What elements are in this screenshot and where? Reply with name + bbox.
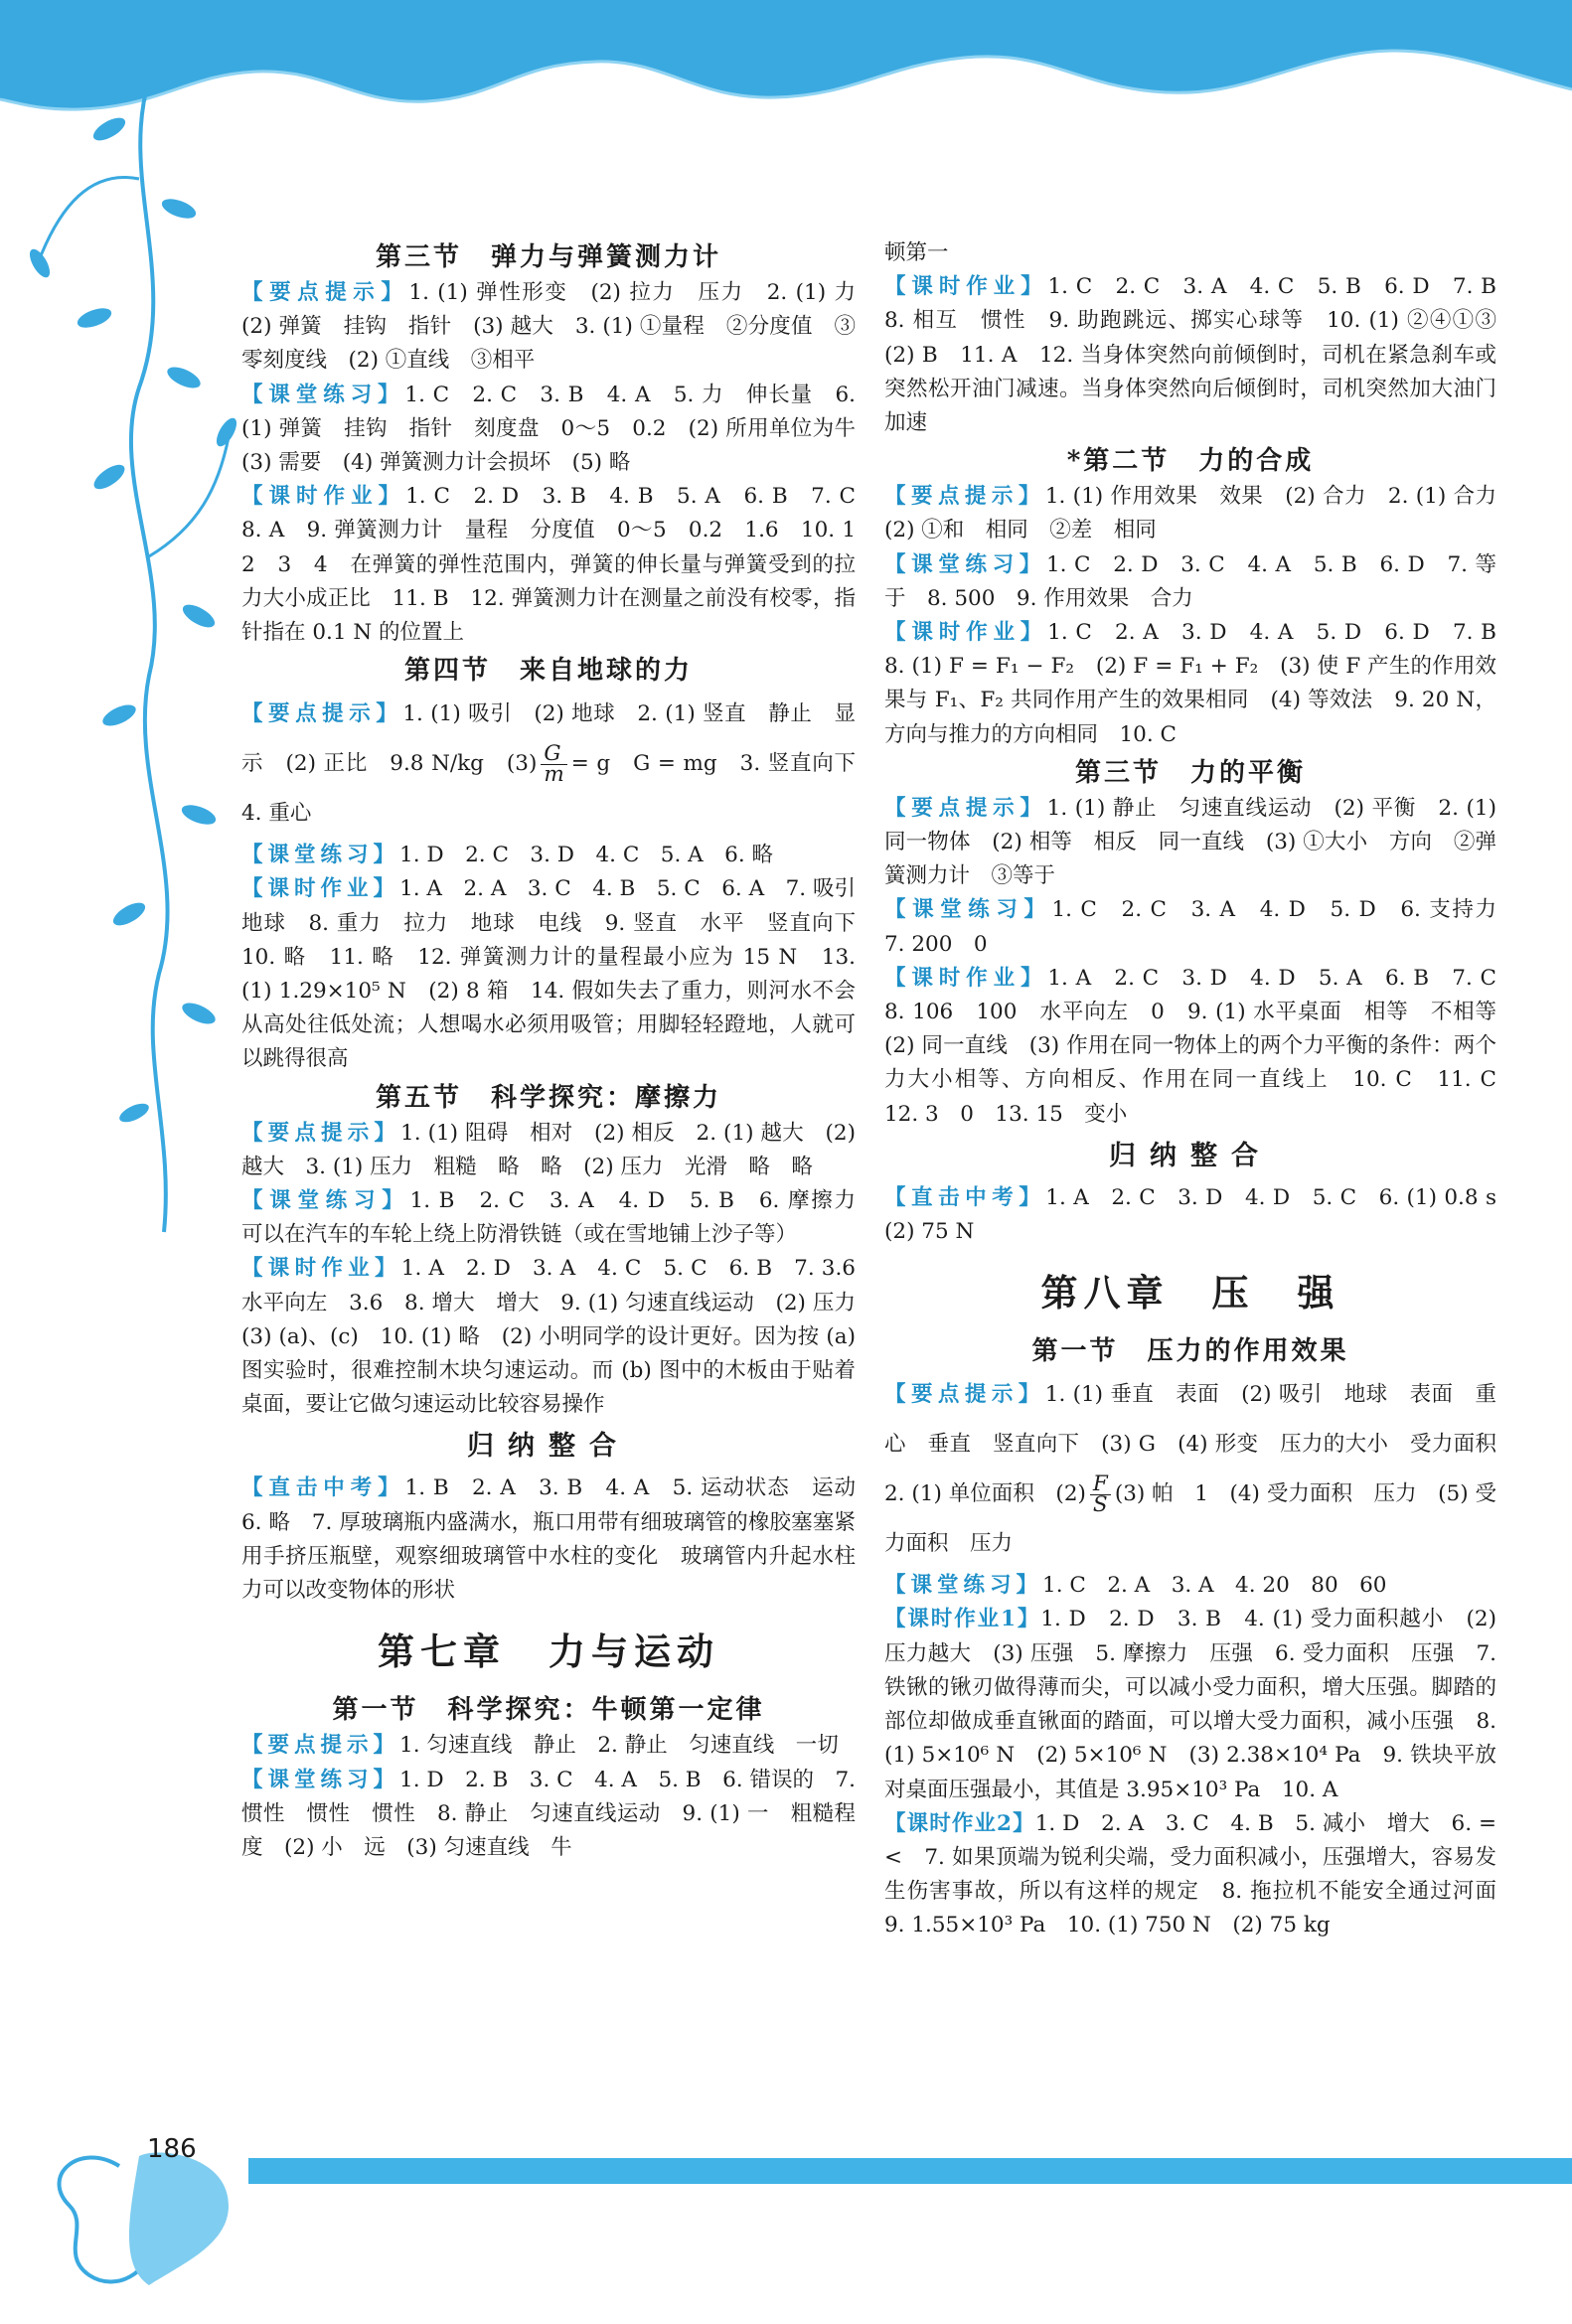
tag-key-points: 【要点提示】 bbox=[884, 795, 1047, 821]
answer-paragraph bbox=[884, 893, 1518, 961]
answer-text: 1. B 2. A 3. B 4. A 5. 运动状态 运动 6. 略 7. 厚玻璃瓶内盛满水，瓶口用带有细玻璃管的橡胶塞塞紧 用手挤压瓶壁，观察细玻璃管中水柱的变化 玻璃管内升起水柱 力可以改变物体的形状 bbox=[241, 1475, 877, 1604]
tag-homework: 【课时作业】 bbox=[241, 484, 406, 510]
tag-class-practice: 【课堂练习】 bbox=[884, 551, 1046, 577]
section-title: 第一节 科学探究：牛顿第一定律 bbox=[332, 1695, 765, 1726]
tag-key-points: 【要点提示】 bbox=[241, 701, 403, 727]
answer-text: 1. B 2. C 3. A 4. D 5. B 6. 摩擦力 可以在汽车的车轮上绕上防滑铁链（或在雪地铺上沙子等） bbox=[241, 1188, 877, 1248]
answer-text: 1. A 2. C 3. D 4. D 5. C 6. (1) 0.8 s (2) 75 N bbox=[884, 1184, 1518, 1245]
answer-paragraph bbox=[884, 1181, 1518, 1249]
answer-text: 1. D 2. A 3. C 4. B 5. 减小 增大 6. = < 7. 如果顶端为锐利尖端，受力面积减小，压强增大，容易发生伤害事故，所以有这样的规定 8. 拖拉机不能安全通过河面 9. 1.55×10³ Pa 10. (1) 750 N (2) 75 kg bbox=[884, 1810, 1518, 1938]
tag-key-points: 【要点提示】 bbox=[241, 1120, 401, 1146]
tag-homework: 【课时作业】 bbox=[884, 274, 1048, 300]
review-title: 归纳整合 bbox=[467, 1431, 630, 1463]
answer-continuation: 顿第一 bbox=[884, 240, 949, 265]
answer-paragraph bbox=[241, 1184, 877, 1252]
section-title: *第二节 力的合成 bbox=[1066, 446, 1315, 477]
answer-paragraph bbox=[884, 792, 1496, 894]
answer-text: 1. (1) 作用效果 效果 (2) 合力 2. (1) 合力 (2) ①和 相同 ②差 相同 bbox=[884, 484, 1518, 543]
tag-key-points: 【要点提示】 bbox=[241, 280, 409, 305]
vine-decoration bbox=[0, 60, 238, 1252]
answer-paragraph bbox=[241, 1729, 856, 1763]
chapter-title: 第七章 力与运动 bbox=[378, 1629, 719, 1674]
right-column bbox=[884, 236, 1518, 1943]
tag-class-practice: 【课堂练习】 bbox=[241, 1188, 410, 1214]
fraction-numerator: F bbox=[1090, 1474, 1111, 1495]
answer-text: 1. 匀速直线 静止 2. 静止 匀速直线 一切 bbox=[399, 1733, 839, 1759]
tag-exam: 【直击中考】 bbox=[241, 1475, 405, 1501]
answer-text: 1. C 2. C 3. B 4. A 5. 力 伸长量 6. (1) 弹簧 挂钩 指针 刻度盘 0～5 0.2 (2) 所用单位为牛 (3) 需要 (4) 弹簧测力计会损坏 (5) 略 bbox=[241, 382, 877, 476]
answer-paragraph bbox=[884, 1603, 1496, 1806]
tag-homework: 【课时作业】 bbox=[241, 1256, 401, 1282]
answer-text: 1. C 2. A 3. D 4. A 5. D 6. D 7. B 8. (1) F = F₁ − F₂ (2) F = F₁ + F₂ (3) 使 F 产生的作用效果与 F₁、F₂ 共同作用产生的效果相同 (4) 等效法 9. 20 N，方向与推力的方向相同 10. C bbox=[884, 620, 1518, 747]
answer-paragraph bbox=[241, 839, 856, 872]
page-number: 186 bbox=[147, 2134, 197, 2164]
tag-homework: 【课时作业】 bbox=[241, 876, 400, 902]
tag-exam: 【直击中考】 bbox=[884, 1184, 1046, 1210]
answer-paragraph bbox=[241, 1764, 856, 1866]
tag-class-practice: 【课堂练习】 bbox=[884, 897, 1052, 923]
answer-text: 1. C 2. D 3. B 4. B 5. A 6. B 7. C 8. A 9. 弹簧测力计 量程 分度值 0～5 0.2 1.6 10. 1 2 3 4 在弹簧的弹性范围内，弹簧的伸长量与弹簧受到的拉力大小成正比 11. B 12. 弹簧测力计在测量之前没有校零，指针指在 0.1 N 的位置上 bbox=[241, 484, 877, 646]
bottom-band-decoration bbox=[0, 2146, 1572, 2324]
answer-paragraph bbox=[884, 616, 1518, 752]
tag-class-practice: 【课堂练习】 bbox=[241, 1767, 400, 1792]
section-title: 第四节 来自地球的力 bbox=[403, 656, 693, 687]
answer-text: 1. C 2. C 3. A 4. D 5. D 6. 支持力 7. 200 0 bbox=[884, 897, 1518, 957]
fraction bbox=[1090, 1471, 1111, 1517]
review-title: 归纳整合 bbox=[1109, 1140, 1272, 1171]
answer-text: 1. (1) 阻碍 相对 (2) 相反 2. (1) 越大 (2) 越大 3. (1) 压力 粗糙 略 略 (2) 压力 光滑 略 略 bbox=[241, 1120, 856, 1179]
answer-paragraph bbox=[884, 480, 1518, 547]
answer-text: 1. C 2. C 3. A 4. C 5. B 6. D 7. B 8. 相互 惯性 9. 助跑跳远、掷实心球等 10. (1) ②④①③ (2) B 11. A 12. 当身体突然向前倾倒时，司机在紧急刹车或突然松开油门减速。当身体突然向后倾倒时，司机突然加大油门加速 bbox=[884, 274, 1518, 436]
answer-paragraph bbox=[884, 548, 1496, 616]
answer-paragraph bbox=[241, 276, 877, 379]
answer-text: 1. D 2. C 3. D 4. C 5. A 6. 略 bbox=[399, 843, 774, 868]
answer-text: 1. (1) 弹性形变 (2) 拉力 压力 2. (1) 力 (2) 弹簧 挂钩 指针 (3) 越大 3. (1) ①量程 ②分度值 ③零刻度线 (2) ①直线 ③相平 bbox=[241, 280, 877, 374]
answer-paragraph bbox=[241, 1117, 856, 1184]
answer-text: = g G = mg 3. 竖直向下 4. 重心 bbox=[241, 751, 877, 827]
answer-paragraph bbox=[884, 962, 1518, 1132]
answer-paragraph bbox=[241, 1472, 877, 1608]
answer-paragraph bbox=[241, 379, 877, 481]
answer-text: 1. D 2. D 3. B 4. (1) 受力面积越小 (2) 压力越大 (3) 压强 5. 摩擦力 压强 6. 受力面积 压强 7. 铁锹的锹刃做得薄而尖，可以减小受力面积，增大压强。脚踏的部位却做成垂直锹面的踏面，可以增大受力面积，减小压强 8. (1) 5×10⁶ N (2) 5×10⁶ N (3) 2.38×10⁴ Pa 9. 铁块平放对桌面压强最小，其值是 3.95×10³ Pa 10. A bbox=[884, 1607, 1496, 1802]
answer-paragraph bbox=[884, 1370, 1518, 1569]
tag-key-points: 【要点提示】 bbox=[241, 1733, 400, 1759]
answer-text: 1. D 2. B 3. C 4. A 5. B 6. 错误的 7. 惯性 惯性 惯性 8. 静止 匀速直线运动 9. (1) 一 粗糙程度 (2) 小 远 (3) 匀速直线 牛 bbox=[241, 1767, 856, 1860]
answer-paragraph bbox=[241, 1252, 877, 1422]
section-title: 第三节 弹力与弹簧测力计 bbox=[375, 242, 721, 272]
fraction-denominator: S bbox=[1092, 1491, 1108, 1517]
fraction-numerator: G bbox=[541, 744, 566, 765]
tag-homework: 【课时作业】 bbox=[884, 620, 1048, 646]
answer-text: 1. (1) 吸引 (2) 地球 2. (1) 竖直 静止 显示 (2) 正比 9.8 N/kg (3) bbox=[241, 701, 856, 777]
answer-text: 1. A 2. A 3. C 4. B 5. C 6. A 7. 吸引 地球 8. 重力 拉力 地球 电线 9. 竖直 水平 竖直向下 10. 略 11. 略 12. 弹簧测力计的量程最小应为 15 N 13. (1) 1.29×10⁵ N (2) 8 箱 14. 假如失去了重力，则河水不会从高处往低处流；人想喝水必须用吸管；用脚轻轻蹬地，人就可以跳得很高 bbox=[241, 876, 877, 1072]
left-column bbox=[241, 236, 877, 1865]
tag-homework-1: 【课时作业1】 bbox=[884, 1607, 1041, 1632]
section-title: 第一节 压力的作用效果 bbox=[1031, 1336, 1349, 1367]
answer-text: 1. A 2. C 3. D 4. D 5. A 6. B 7. C 8. 106 100 水平向左 0 9. (1) 水平桌面 相等 不相等 (2) 同一直线 (3) 作用在同一物体上的两个力平衡的条件：两个力大小相等、方向相反、作用在同一直线上 10. C 11. C 12. 3 0 13. 15 变小 bbox=[884, 965, 1518, 1127]
answer-paragraph bbox=[241, 872, 877, 1076]
tag-class-practice: 【课堂练习】 bbox=[884, 1573, 1043, 1599]
fraction-denominator: m bbox=[544, 761, 564, 787]
answer-text: 1. C 2. A 3. A 4. 20 80 60 bbox=[1042, 1573, 1387, 1599]
tag-key-points: 【要点提示】 bbox=[884, 484, 1045, 510]
tag-homework-2: 【课时作业2】 bbox=[884, 1810, 1035, 1836]
tag-class-practice: 【课堂练习】 bbox=[241, 843, 400, 868]
answer-text: (3) 帕 1 (4) 受力面积 压力 (5) 受力面积 压力 bbox=[884, 1481, 1496, 1557]
chapter-title: 第八章 压 强 bbox=[1040, 1271, 1340, 1316]
answer-paragraph bbox=[884, 270, 1518, 440]
answer-text: 1. C 2. D 3. C 4. A 5. B 6. D 7. 等于 8. 500 9. 作用效果 合力 bbox=[884, 551, 1496, 611]
section-title: 第五节 科学探究：摩擦力 bbox=[375, 1082, 721, 1113]
tag-key-points: 【要点提示】 bbox=[884, 1382, 1045, 1408]
answer-paragraph bbox=[884, 1569, 1496, 1603]
answer-paragraph bbox=[241, 690, 877, 839]
answer-paragraph bbox=[884, 1807, 1518, 1943]
answer-text: 1. A 2. D 3. A 4. C 5. C 6. B 7. 3.6 水平向左 3.6 8. 增大 增大 9. (1) 匀速直线运动 (2) 压力 (3) (a)、(c) 10. (1) 略 (2) 小明同学的设计更好。因为按 (a) 图实验时，很难控制木块匀速运动。而 (b) 图中的木板由于贴着桌面，要让它做匀速运动比较容易操作 bbox=[241, 1256, 877, 1418]
tag-homework: 【课时作业】 bbox=[884, 965, 1048, 991]
tag-class-practice: 【课堂练习】 bbox=[241, 382, 405, 407]
section-title: 第三节 力的平衡 bbox=[1074, 757, 1306, 788]
answer-text: 1. (1) 静止 匀速直线运动 (2) 平衡 2. (1) 同一物体 (2) 相等 相反 同一直线 (3) ①大小 方向 ②弹簧测力计 ③等于 bbox=[884, 795, 1496, 889]
fraction bbox=[541, 740, 566, 787]
answer-paragraph bbox=[241, 480, 877, 650]
answer-text: 1. (1) 垂直 表面 (2) 吸引 地球 表面 重心 垂直 竖直向下 (3) G (4) 形变 压力的大小 受力面积 2. (1) 单位面积 (2) bbox=[884, 1382, 1518, 1507]
